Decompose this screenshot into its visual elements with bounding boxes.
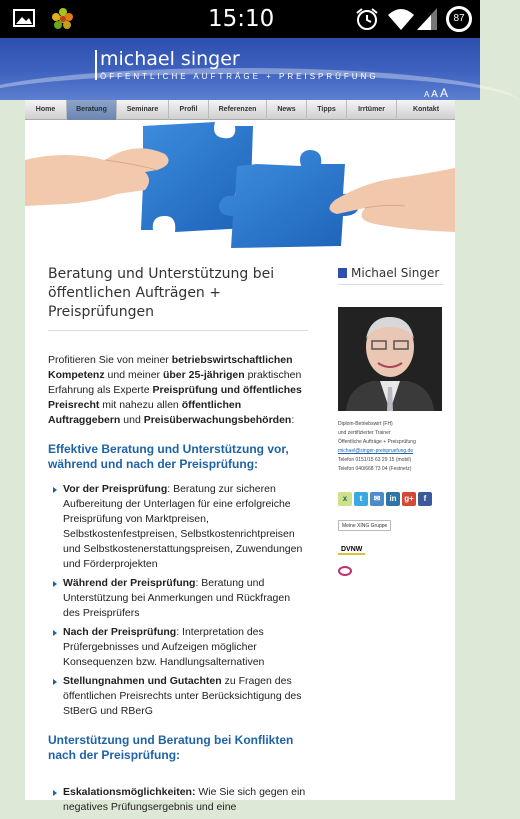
linkedin-icon[interactable]: in — [386, 492, 400, 506]
list-item-title: Eskalationsmöglichkeiten: — [63, 786, 196, 798]
contact-line: und zertifizierter Trainer — [338, 430, 391, 436]
sidebar-heading — [338, 265, 443, 285]
flower-icon — [50, 6, 76, 32]
section1-heading: Effektive Beratung und Unterstützung vor, während und nach der Preisprüfung: — [48, 442, 289, 471]
alarm-icon — [354, 6, 380, 32]
contact-line: Öffentliche Aufträge + Preisprüfung — [338, 439, 416, 445]
font-small-button[interactable]: A — [424, 90, 429, 99]
intro-text: praktischen Erfahrung als Experte — [48, 369, 302, 396]
intro-bold-text: Preisprüfung und öffentliches Preisrecht — [48, 384, 302, 411]
list-item — [48, 576, 308, 621]
site-tagline: ÖFFENTLICHE AUFTRÄGE + PREISPRÜFUNG — [100, 72, 379, 81]
font-size-controls[interactable] — [424, 86, 448, 100]
nav-item-irrtuemer[interactable]: Irrtümer — [347, 100, 397, 120]
list-item — [48, 674, 308, 719]
clock: 15:10 — [208, 6, 275, 32]
email-link[interactable]: michael@singer-preispruefung.de — [338, 448, 414, 454]
intro-bold-text: Preisüberwachungsbehörden — [143, 414, 292, 426]
social-icons — [338, 492, 443, 506]
partner-logo-icon[interactable] — [338, 566, 352, 576]
intro-bold-text: öffentlichen Auftraggebern — [48, 399, 242, 426]
nav-item-referenzen[interactable]: Referenzen — [209, 100, 267, 120]
page-title: Beratung und Unterstützung bei öffentlichen Aufträgen + Preisprüfungen — [48, 265, 308, 331]
section2-list — [48, 785, 308, 815]
contact-info — [338, 420, 443, 474]
nav-item-home[interactable]: Home — [25, 100, 67, 120]
intro-text: : — [291, 414, 295, 426]
nav-item-seminare[interactable]: Seminare — [117, 100, 169, 120]
main-nav — [25, 100, 455, 120]
intro-text: und — [120, 414, 144, 426]
sidebar — [338, 265, 443, 576]
list-item-text: zu Fragen des öffentlichen Preisrechts unter Berücksichtigung des StBerG und RBerG — [63, 675, 302, 717]
hero-image — [25, 120, 455, 250]
wifi-icon — [387, 6, 415, 32]
battery-icon: 87 — [446, 6, 472, 32]
list-item-title: Stellungnahmen und Gutachten — [63, 675, 222, 687]
list-item-text: : Beratung zur sicheren Aufbereitung der Unterlagen für eine erfolgreiche Preisprüfung von Marktpreisen, Selbstkostenfestpreisen, Selbstkostenrichtpreisen und Selbstkostenerstattungspreisen, Zuwendungen und Förderprojekten — [63, 483, 303, 570]
status-bar — [0, 0, 480, 38]
section2-heading: Unterstützung und Beratung bei Konflikten nach der Preisprüfung: — [48, 733, 294, 762]
intro-text: und meiner — [104, 369, 163, 381]
phone-mobile: Telefon 0151/15 63 29 15 (mobil) — [338, 457, 412, 463]
list-item — [48, 482, 308, 572]
gallery-icon — [12, 6, 36, 30]
list-item-text: Wie Sie sich gegen ein negatives Prüfungsergebnis und eine — [63, 786, 306, 813]
list-item-title: Nach der Preisprüfung — [63, 626, 177, 638]
font-medium-button[interactable]: A — [431, 89, 438, 100]
nav-item-beratung[interactable]: Beratung — [67, 100, 117, 120]
section1-list — [48, 482, 308, 719]
page-content — [25, 120, 455, 813]
heading-marker-icon — [338, 268, 347, 278]
phone-landline: Telefon 040/668 73 04 (Festnetz) — [338, 466, 412, 472]
contact-line: Diplom-Betriebswirt (FH) — [338, 421, 393, 427]
intro-paragraph — [48, 353, 308, 428]
hand-right — [329, 168, 455, 232]
main-column — [48, 265, 308, 819]
list-item — [48, 785, 308, 815]
sidebar-heading-text: Michael Singer — [351, 266, 440, 280]
list-item-title: Während der Preisprüfung — [63, 577, 196, 589]
logo-bar — [95, 50, 97, 80]
nav-item-tipps[interactable]: Tipps — [307, 100, 347, 120]
nav-item-news[interactable]: News — [267, 100, 307, 120]
intro-text: mit nahezu allen — [99, 399, 182, 411]
site-name[interactable]: michael singer — [100, 48, 240, 70]
list-item — [48, 625, 308, 670]
intro-bold-text: über 25-jährigen — [162, 369, 245, 381]
xing-icon[interactable]: x — [338, 492, 352, 506]
google-plus-icon[interactable]: g+ — [402, 492, 416, 506]
xing-group-badge[interactable]: Meine XING Gruppe — [338, 520, 391, 531]
font-large-button[interactable]: A — [440, 86, 449, 100]
nav-item-kontakt[interactable]: Kontakt — [412, 106, 440, 113]
site-header — [0, 38, 480, 100]
intro-bold-text: betriebswirtschaftlichen Kompetenz — [48, 354, 293, 381]
profile-photo — [338, 307, 442, 411]
facebook-icon[interactable]: f — [418, 492, 432, 506]
contact-icon[interactable]: ✉ — [370, 492, 384, 506]
list-item-text: : Beratung und Unterstützung bei Anmerkungen und Rückfragen des Preisprüfers — [63, 577, 291, 619]
list-item-text: : Interpretation des Prüfergebnisses und Aufzeigen möglicher Konsequenzen bzw. Handlungsalternativen — [63, 626, 265, 668]
dvnw-badge[interactable]: DVNW — [338, 544, 365, 555]
intro-text: Profitieren Sie von meiner — [48, 354, 172, 366]
twitter-icon[interactable]: t — [354, 492, 368, 506]
nav-item-profil[interactable]: Profil — [169, 100, 209, 120]
signal-icon — [415, 6, 439, 32]
list-item-title: Vor der Preisprüfung — [63, 483, 168, 495]
